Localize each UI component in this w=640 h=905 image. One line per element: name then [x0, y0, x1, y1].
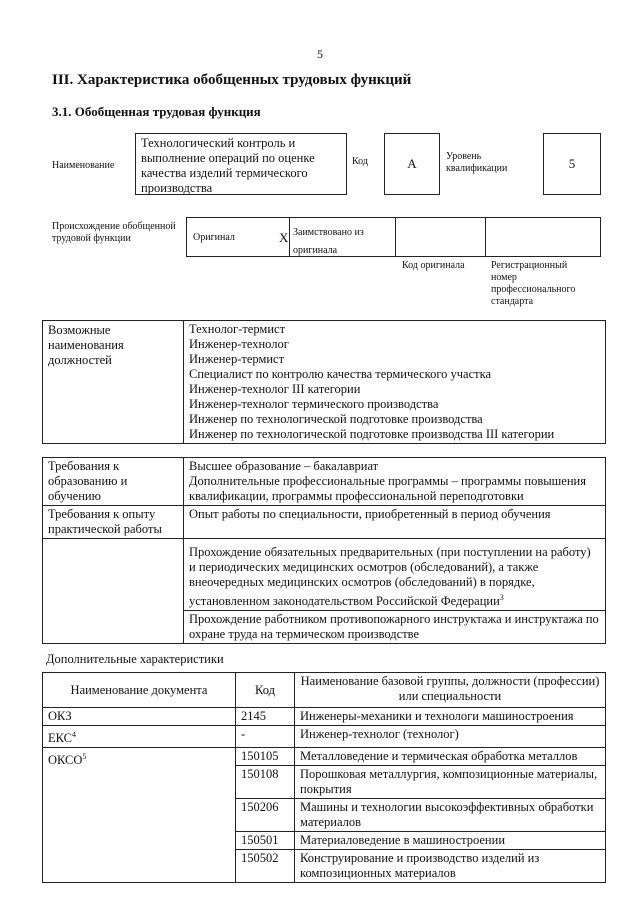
code-original-caption: Код оригинала [402, 260, 465, 271]
row-name: Материаловедение в машиностроении [295, 832, 606, 850]
header-code: Код [236, 673, 295, 708]
qualification-level-label: Уровень квалификации [446, 151, 508, 174]
row-code: 150105 [236, 748, 295, 766]
header-doc: Наименование документа [43, 673, 236, 708]
position-item: Инженер по технологической подготовке производства [189, 412, 483, 426]
footnote-marker: 5 [82, 752, 87, 762]
reg-number-cell [485, 217, 601, 257]
position-item: Инженер по технологической подготовке производства III категории [189, 427, 555, 441]
education-line: Высшее образование – бакалавриат [189, 459, 379, 473]
row-doc-text: ЕКС [48, 731, 72, 746]
origin-table [186, 217, 601, 257]
row-code: 150108 [236, 766, 295, 799]
special-condition-text: Прохождение обязательных предварительных (при поступлении на работу) и периодических медицинских осмотров (обследований), а также внеочередных медицинских осмотров (обследований) в порядке, установленном законодательством Российской Федерации [189, 545, 591, 609]
page-number: 5 [317, 47, 323, 61]
row-doc [43, 748, 236, 883]
section-title: III. Характеристика обобщенных трудовых функций [52, 72, 412, 88]
position-item: Инженер-технолог термического производства [189, 397, 439, 411]
row-code: 2145 [236, 708, 295, 726]
requirements-table [42, 457, 606, 644]
footnote-marker: 3 [499, 593, 504, 602]
row-doc-text: ОКЗ [48, 709, 72, 723]
row-doc-text: ОКСО [48, 753, 83, 768]
code-original-cell [395, 217, 486, 257]
row-name: Инженеры-механики и технологи машиностроения [295, 708, 606, 726]
additional-table [42, 672, 606, 883]
education-line: Дополнительные профессиональные программы – программы повышения квалификации, программы профессиональной переподготовки [189, 474, 586, 503]
code-label: Код [352, 156, 368, 167]
position-item: Специалист по контролю качества термического участка [189, 367, 492, 381]
position-item: Инженер-технолог [189, 337, 289, 351]
original-mark: X [279, 230, 289, 245]
position-item: Инженер-технолог III категории [189, 382, 361, 396]
special-conditions-label [43, 539, 184, 644]
row-code: - [236, 726, 295, 748]
function-name-box: Технологический контроль и выполнение операций по оценке качества изделий термического производства [135, 133, 347, 195]
positions-label: Возможные наименования должностей [43, 321, 184, 444]
education-label: Требования к образованию и обучению [43, 458, 184, 506]
table-row [43, 748, 606, 766]
row-name: Порошковая металлургия, композиционные материалы, покрытия [295, 766, 606, 799]
position-item: Технолог-термист [189, 322, 286, 336]
origin-label: Происхождение обобщенной трудовой функции [52, 221, 176, 244]
additional-title: Дополнительные характеристики [46, 652, 224, 666]
qualification-level-box: 5 [543, 133, 601, 195]
experience-value: Опыт работы по специальности, приобретенный в период обучения [184, 506, 606, 539]
footnote-marker: 4 [72, 730, 76, 739]
positions-table [42, 320, 606, 444]
original-cell [186, 217, 290, 257]
special-condition-safety: Прохождение работником противопожарного инструктажа и инструктажа по охране труда на термическом производстве [184, 611, 606, 644]
row-code: 150501 [236, 832, 295, 850]
table-row [43, 726, 606, 748]
table-row [43, 708, 606, 726]
row-name: Конструирование и производство изделий из композиционных материалов [295, 850, 606, 883]
original-label: Оригинал [193, 232, 235, 243]
position-item: Инженер-термист [189, 352, 285, 366]
row-doc [43, 726, 236, 748]
reg-number-caption: Регистрационный номер профессионального стандарта [491, 260, 576, 307]
education-cell [184, 458, 606, 506]
row-doc [43, 708, 236, 726]
header-name: Наименование базовой группы, должности (профессии) или специальности [295, 673, 606, 708]
experience-label: Требования к опыту практической работы [43, 506, 184, 539]
row-code: 150206 [236, 799, 295, 832]
name-label: Наименование [52, 160, 115, 171]
borrowed-label: Заимствовано из оригинала [293, 227, 364, 256]
row-name: Инженер-технолог (технолог) [295, 726, 606, 748]
subsection-title: 3.1. Обобщенная трудовая функция [52, 104, 261, 119]
row-code: 150502 [236, 850, 295, 883]
row-name: Машины и технологии высокоэффективных обработки материалов [295, 799, 606, 832]
positions-list [184, 321, 606, 444]
borrowed-cell [289, 217, 396, 257]
code-value-box: А [384, 133, 440, 195]
special-condition-medical [184, 539, 606, 611]
row-name: Металловедение и термическая обработка металлов [295, 748, 606, 766]
